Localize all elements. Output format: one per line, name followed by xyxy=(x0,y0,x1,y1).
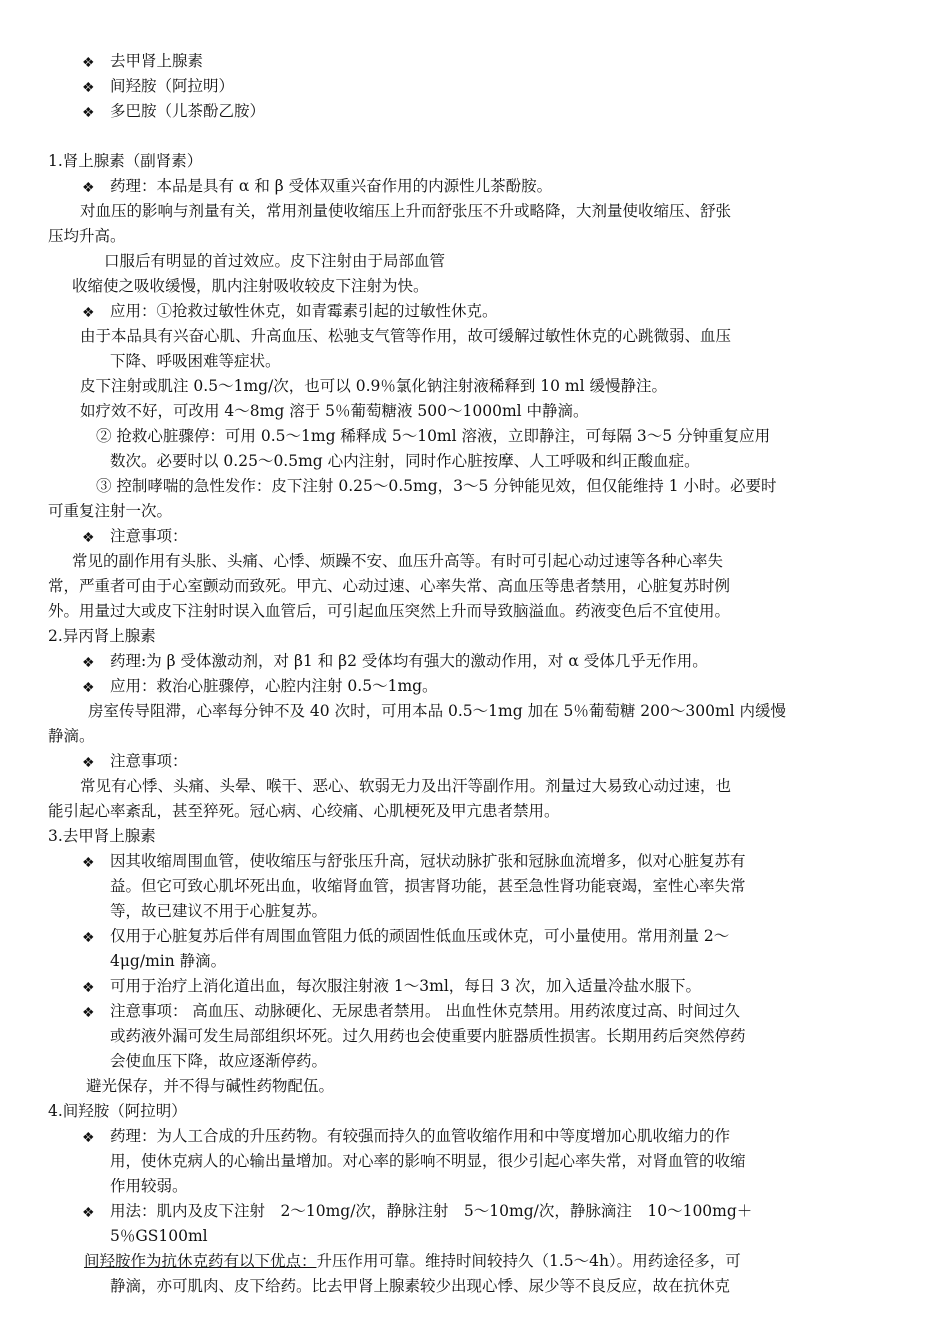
bullet-icon: ❖ xyxy=(82,655,95,671)
bullet-icon: ❖ xyxy=(82,305,95,321)
paragraph-line: 用法：肌内及皮下注射 2～10mg/次，静脉注射 5～10mg/次，静脉滴注 10～100mg＋ xyxy=(110,1202,753,1220)
bullet-icon: ❖ xyxy=(82,80,95,96)
bullet-icon: ❖ xyxy=(82,105,95,121)
bullet-icon: ❖ xyxy=(82,55,95,71)
bullet-icon: ❖ xyxy=(82,1205,95,1221)
paragraph-line: 或药液外漏可发生局部组织坏死。过久用药也会使重要内脏器质性损害。长期用药后突然停药 xyxy=(110,1027,746,1045)
bullet-icon: ❖ xyxy=(82,980,95,996)
paragraph-line: 药理：本品是具有 α 和 β 受体双重兴奋作用的内源性儿茶酚胺。 xyxy=(110,177,553,195)
paragraph-line: 注意事项： xyxy=(110,752,188,770)
paragraph-line: 益。但它可致心肌坏死出血，收缩肾血管，损害肾功能，甚至急性肾功能衰竭，室性心率失常 xyxy=(110,877,746,895)
bullet-icon: ❖ xyxy=(82,180,95,196)
paragraph-line: 因其收缩周围血管，使收缩压与舒张压升高，冠状动脉扩张和冠脉血流增多，似对心脏复苏有 xyxy=(110,852,746,870)
paragraph-line: 常见有心悸、头痛、头晕、喉干、恶心、软弱无力及出汗等副作用。剂量过大易致心动过速，也 xyxy=(80,777,732,795)
paragraph-line: 口服后有明显的首过效应。皮下注射由于局部血管 xyxy=(104,252,446,270)
paragraph-line: 静滴。 xyxy=(48,727,95,745)
paragraph-line: 作用较弱。 xyxy=(110,1177,188,1195)
paragraph-line: 可重复注射一次。 xyxy=(48,502,173,520)
paragraph-line: 对血压的影响与剂量有关，常用剂量使收缩压上升而舒张压不升或略降，大剂量使收缩压、舒张 xyxy=(80,202,732,220)
section-heading-metaraminol: 4.间羟胺（阿拉明） xyxy=(48,1102,187,1120)
bullet-icon: ❖ xyxy=(82,680,95,696)
bullet-icon: ❖ xyxy=(82,1005,95,1021)
advantage-text: 升压作用可靠。维持时间较持久（1.5～4h）。用药途径多，可 xyxy=(316,1252,741,1270)
paragraph-line: 外。用量过大或皮下注射时误入血管后，可引起血压突然上升而导致脑溢血。药液变色后不宜使用。 xyxy=(48,602,731,620)
bullet-icon: ❖ xyxy=(82,930,95,946)
list-item: 去甲肾上腺素 xyxy=(110,52,204,70)
paragraph-line: 5％GS100ml xyxy=(110,1227,208,1245)
paragraph-line: 常，严重者可由于心室颤动而致死。甲亢、心动过速、心率失常、高血压等患者禁用，心脏复苏时例 xyxy=(48,577,731,595)
paragraph-line: 注意事项： xyxy=(110,527,188,545)
paragraph-line: 房室传导阻滞，心率每分钟不及 40 次时，可用本品 0.5～1mg 加在 5％葡萄糖 200～300ml 内缓慢 xyxy=(88,702,787,720)
paragraph-line: 避光保存，并不得与碱性药物配伍。 xyxy=(86,1077,335,1095)
paragraph-line: 4μg/min 静滴。 xyxy=(110,952,227,970)
paragraph-line: 数次。必要时以 0.25～0.5mg 心内注射，同时作心脏按摩、人工呼吸和纠正酸血症。 xyxy=(110,452,700,470)
paragraph-line: 皮下注射或肌注 0.5～1mg/次，也可以 0.9％氯化钠注射液稀释到 10 ml 缓慢静注。 xyxy=(80,377,668,395)
list-item: 间羟胺（阿拉明） xyxy=(110,77,235,95)
paragraph-line: 收缩使之吸收缓慢，肌内注射吸收较皮下注射为快。 xyxy=(72,277,429,295)
paragraph-line: 会使血压下降，故应逐渐停药。 xyxy=(110,1052,328,1070)
bullet-icon: ❖ xyxy=(82,530,95,546)
paragraph-line: 药理：为人工合成的升压药物。有较强而持久的血管收缩作用和中等度增加心肌收缩力的作 xyxy=(110,1127,731,1145)
paragraph-line: 药理:为 β 受体激动剂，对 β1 和 β2 受体均有强大的激动作用，对 α 受体几乎无作用。 xyxy=(110,652,708,670)
paragraph-line: 等，故已建议不用于心脏复苏。 xyxy=(110,902,328,920)
paragraph-line: 下降、呼吸困难等症状。 xyxy=(110,352,281,370)
paragraph-line: 用，使休克病人的心输出量增加。对心率的影响不明显，很少引起心率失常，对肾血管的收缩 xyxy=(110,1152,746,1170)
bullet-icon: ❖ xyxy=(82,855,95,871)
bullet-icon: ❖ xyxy=(82,1130,95,1146)
section-heading-norepinephrine: 3.去甲肾上腺素 xyxy=(48,827,156,845)
section-heading-epinephrine: 1.肾上腺素（副肾素） xyxy=(48,152,203,170)
paragraph-line xyxy=(84,1249,741,1273)
underlined-advantage-label: 间羟胺作为抗休克药有以下优点： xyxy=(84,1252,317,1270)
bullet-icon: ❖ xyxy=(82,755,95,771)
paragraph-line: 压均升高。 xyxy=(48,227,126,245)
paragraph-line: 能引起心率紊乱，甚至猝死。冠心病、心绞痛、心肌梗死及甲亢患者禁用。 xyxy=(48,802,560,820)
paragraph-line: 静滴，亦可肌肉、皮下给药。比去甲肾上腺素较少出现心悸、尿少等不良反应，故在抗休克 xyxy=(110,1277,731,1295)
paragraph-line: 应用：救治心脏骤停，心腔内注射 0.5～1mg。 xyxy=(110,677,438,695)
paragraph-line: ③ 控制哮喘的急性发作：皮下注射 0.25～0.5mg，3～5 分钟能见效，但仅能维持 1 小时。必要时 xyxy=(96,477,777,495)
section-heading-isoprenaline: 2.异丙肾上腺素 xyxy=(48,627,156,645)
paragraph-line: 由于本品具有兴奋心肌、升高血压、松驰支气管等作用，故可缓解过敏性休克的心跳微弱、血压 xyxy=(80,327,732,345)
paragraph-line: 如疗效不好，可改用 4～8mg 溶于 5％葡萄糖液 500～1000ml 中静滴。 xyxy=(80,402,589,420)
paragraph-line: 仅用于心脏复苏后伴有周围血管阻力低的顽固性低血压或休克，可小量使用。常用剂量 2～ xyxy=(110,927,730,945)
paragraph-line: ② 抢救心脏骤停：可用 0.5～1mg 稀释成 5～10ml 溶液，立即静注，可每隔 3～5 分钟重复应用 xyxy=(96,427,771,445)
paragraph-line: 注意事项： 高血压、动脉硬化、无尿患者禁用。 出血性休克禁用。用药浓度过高、时间过久 xyxy=(110,1002,740,1020)
paragraph-line: 应用：①抢救过敏性休克，如青霉素引起的过敏性休克。 xyxy=(110,302,498,320)
paragraph-line: 常见的副作用有头胀、头痛、心悸、烦躁不安、血压升高等。有时可引起心动过速等各种心率失 xyxy=(72,552,724,570)
paragraph-line: 可用于治疗上消化道出血，每次服注射液 1～3ml，每日 3 次，加入适量冷盐水服下。 xyxy=(110,977,702,995)
list-item: 多巴胺（儿茶酚乙胺） xyxy=(110,102,266,120)
